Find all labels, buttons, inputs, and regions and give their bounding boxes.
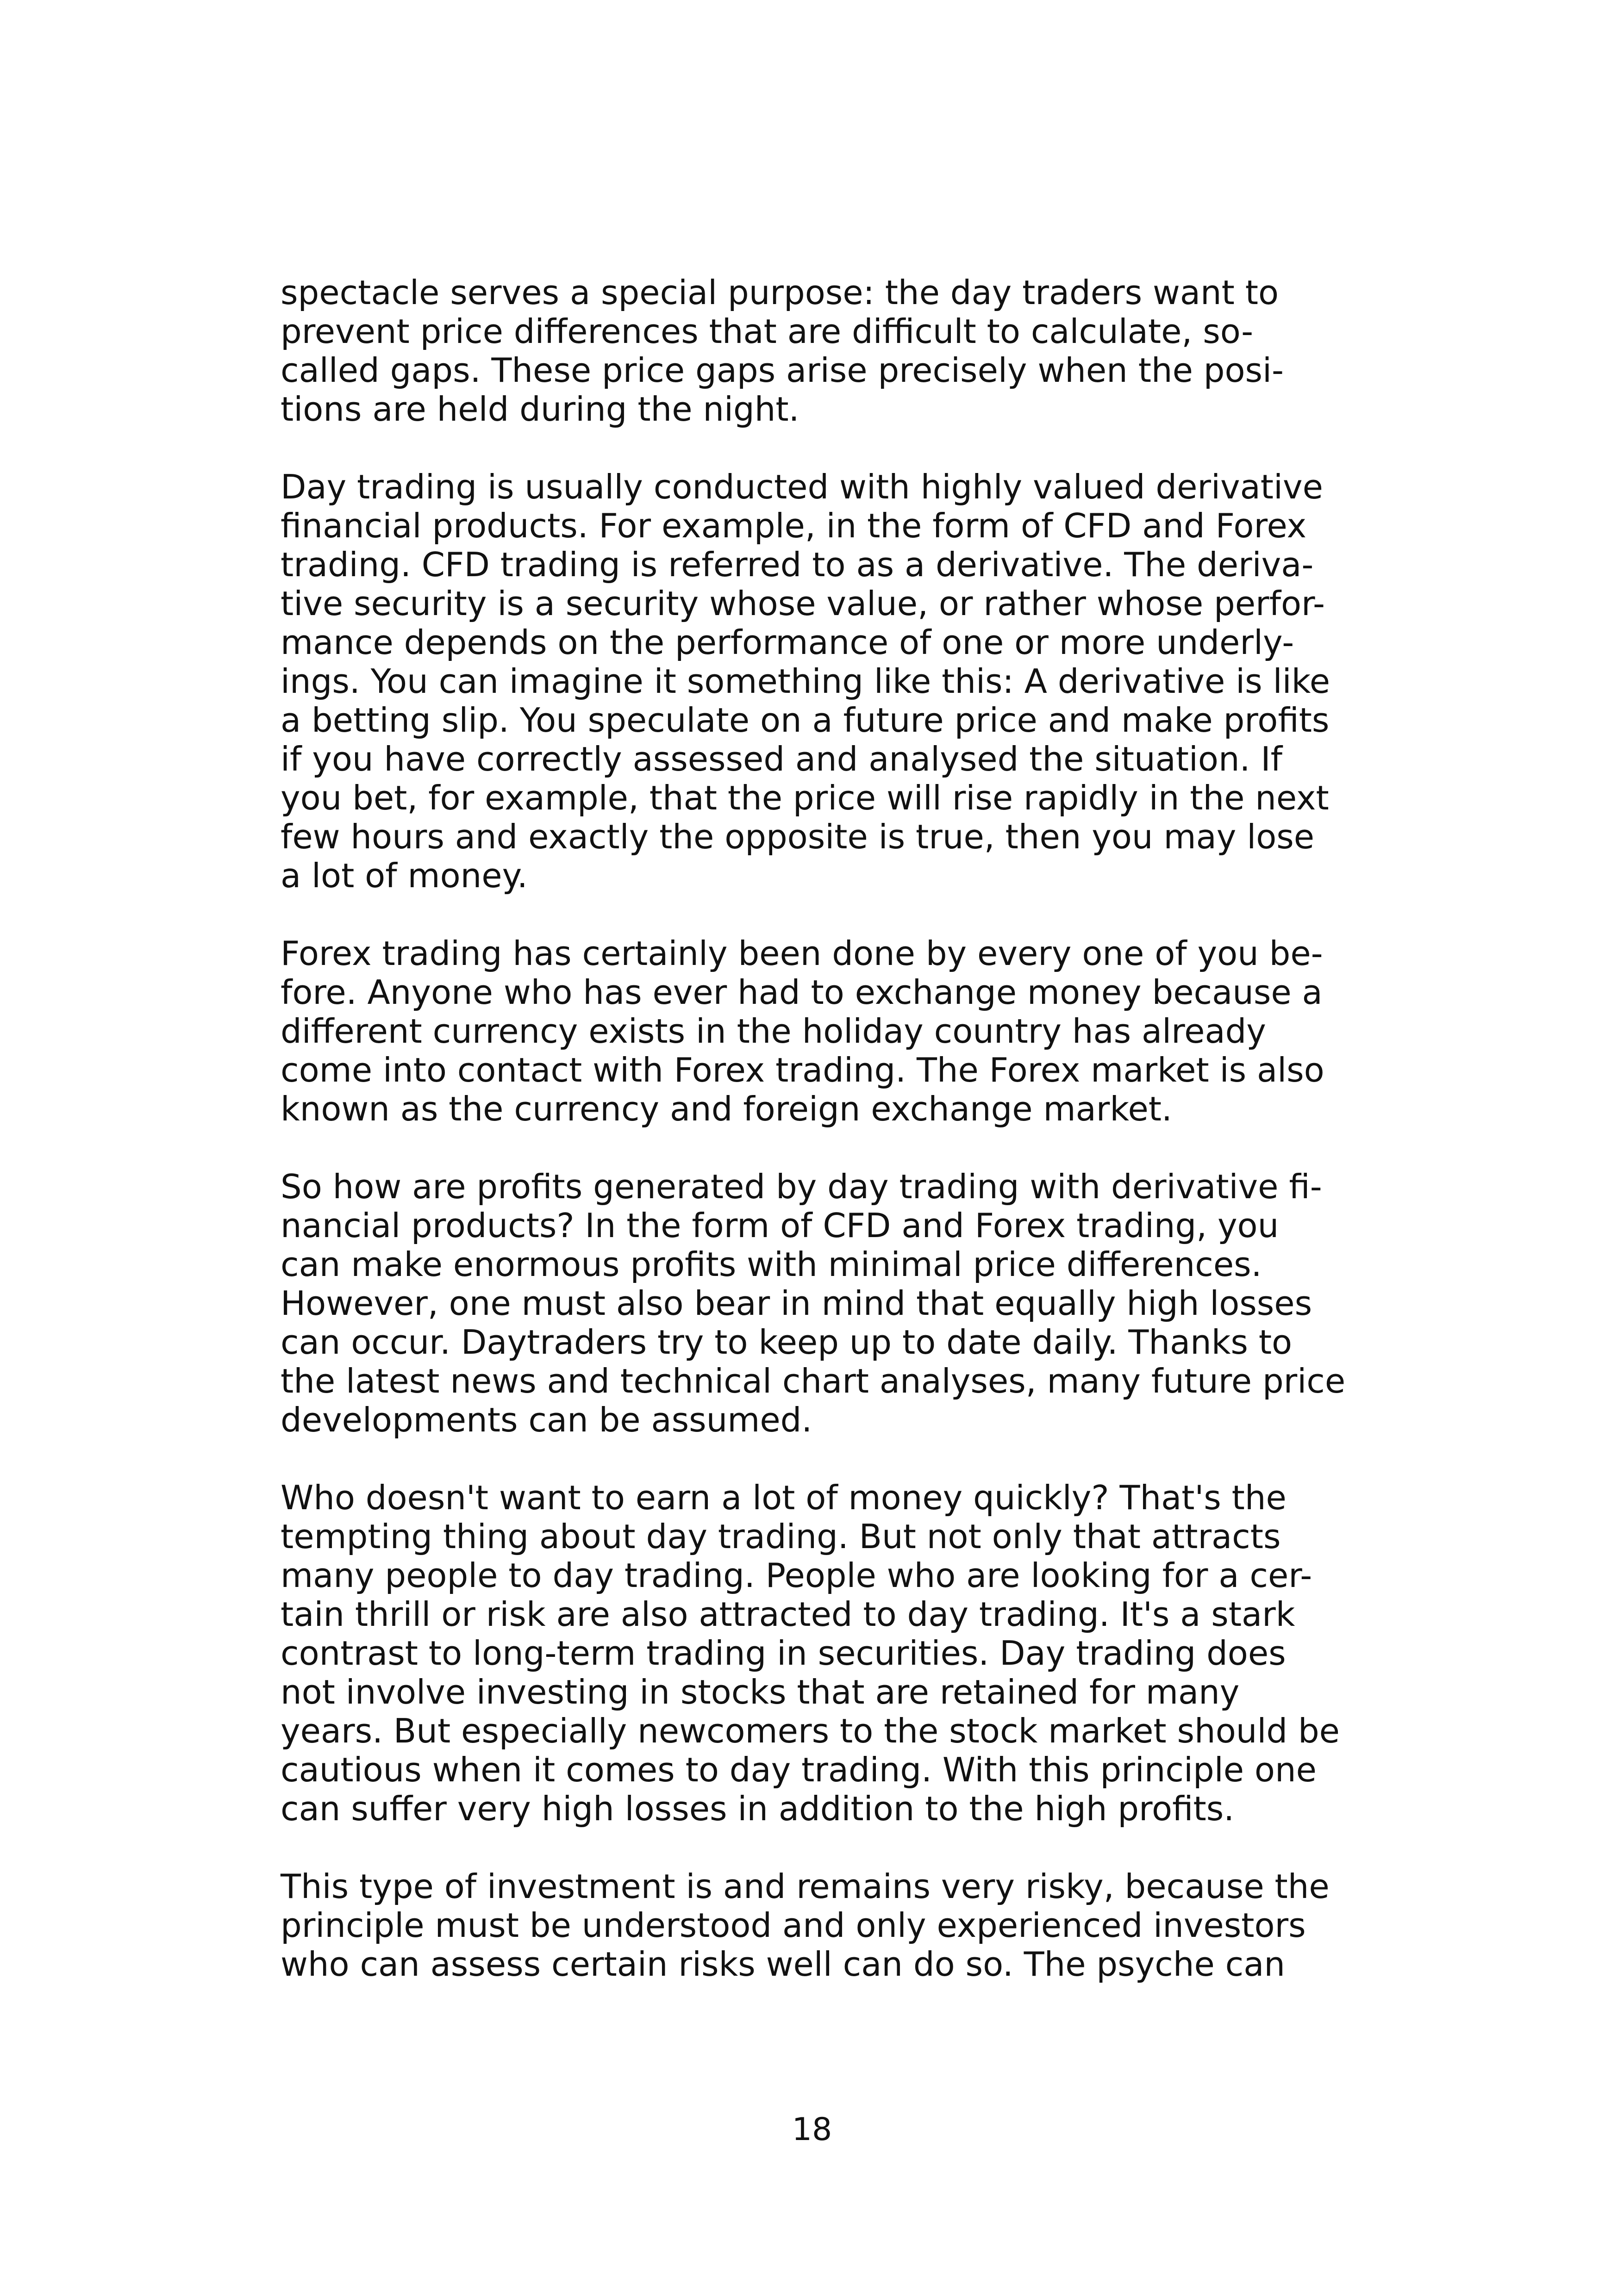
text-line: mance depends on the performance of one or more underly- bbox=[281, 623, 1294, 662]
text-line: tempting thing about day trading. But not only that attracts bbox=[281, 1517, 1281, 1556]
paragraph bbox=[281, 1167, 1373, 1439]
text-line: if you have correctly assessed and analysed the situation. If bbox=[281, 740, 1282, 778]
text-line: years. But especially newcomers to the stock market should be bbox=[281, 1711, 1340, 1750]
text-line: Forex trading has certainly been done by every one of you be- bbox=[281, 934, 1323, 973]
text-line: This type of investment is and remains very risky, because the bbox=[281, 1867, 1330, 1906]
text-line: fore. Anyone who has ever had to exchange money because a bbox=[281, 973, 1323, 1012]
text-line: trading. CFD trading is referred to as a derivative. The deriva- bbox=[281, 545, 1314, 584]
text-line: can occur. Daytraders try to keep up to date daily. Thanks to bbox=[281, 1323, 1293, 1362]
paragraph bbox=[281, 1867, 1373, 1984]
text-line: tive security is a security whose value, or rather whose perfor- bbox=[281, 584, 1325, 623]
text-line: ings. You can imagine it something like this: A derivative is like bbox=[281, 662, 1330, 701]
text-line: However, one must also bear in mind that equally high losses bbox=[281, 1284, 1312, 1323]
text-line: prevent price differences that are difficult to calculate, so- bbox=[281, 312, 1254, 351]
paragraph bbox=[281, 273, 1373, 429]
text-line: principle must be understood and only experienced investors bbox=[281, 1906, 1306, 1945]
text-line: a betting slip. You speculate on a future price and make profits bbox=[281, 701, 1330, 740]
paragraph bbox=[281, 934, 1373, 1128]
text-line: Who doesn't want to earn a lot of money quickly? That's the bbox=[281, 1478, 1287, 1517]
paragraph bbox=[281, 467, 1373, 895]
text-line: tain thrill or risk are also attracted to day trading. It's a stark bbox=[281, 1595, 1295, 1634]
text-line: Day trading is usually conducted with highly valued derivative bbox=[281, 467, 1323, 506]
text-line: a lot of money. bbox=[281, 856, 528, 895]
text-line: different currency exists in the holiday country has already bbox=[281, 1012, 1266, 1051]
text-line: contrast to long-term trading in securities. Day trading does bbox=[281, 1634, 1286, 1673]
text-line: developments can be assumed. bbox=[281, 1400, 812, 1439]
text-line: nancial products? In the form of CFD and Forex trading, you bbox=[281, 1206, 1279, 1245]
text-line: known as the currency and foreign exchange market. bbox=[281, 1089, 1172, 1128]
body-text bbox=[281, 273, 1373, 1984]
page-number: 18 bbox=[792, 2111, 832, 2148]
text-line: come into contact with Forex trading. The Forex market is also bbox=[281, 1051, 1324, 1089]
text-line: not involve investing in stocks that are retained for many bbox=[281, 1673, 1240, 1711]
text-line: tions are held during the night. bbox=[281, 390, 800, 429]
paragraph bbox=[281, 1478, 1373, 1828]
text-line: you bet, for example, that the price will rise rapidly in the next bbox=[281, 778, 1329, 817]
text-line: So how are profits generated by day trading with derivative fi- bbox=[281, 1167, 1322, 1206]
text-line: cautious when it comes to day trading. With this principle one bbox=[281, 1750, 1317, 1789]
text-line: the latest news and technical chart analyses, many future price bbox=[281, 1362, 1346, 1400]
text-line: financial products. For example, in the form of CFD and Forex bbox=[281, 506, 1307, 545]
text-line: who can assess certain risks well can do so. The psyche can bbox=[281, 1945, 1285, 1984]
text-line: spectacle serves a special purpose: the day traders want to bbox=[281, 273, 1279, 312]
text-line: can suffer very high losses in addition to the high profits. bbox=[281, 1789, 1235, 1828]
text-line: few hours and exactly the opposite is true, then you may lose bbox=[281, 817, 1315, 856]
text-line: can make enormous profits with minimal price differences. bbox=[281, 1245, 1262, 1284]
text-line: called gaps. These price gaps arise precisely when the posi- bbox=[281, 351, 1284, 390]
text-line: many people to day trading. People who are looking for a cer- bbox=[281, 1556, 1312, 1595]
